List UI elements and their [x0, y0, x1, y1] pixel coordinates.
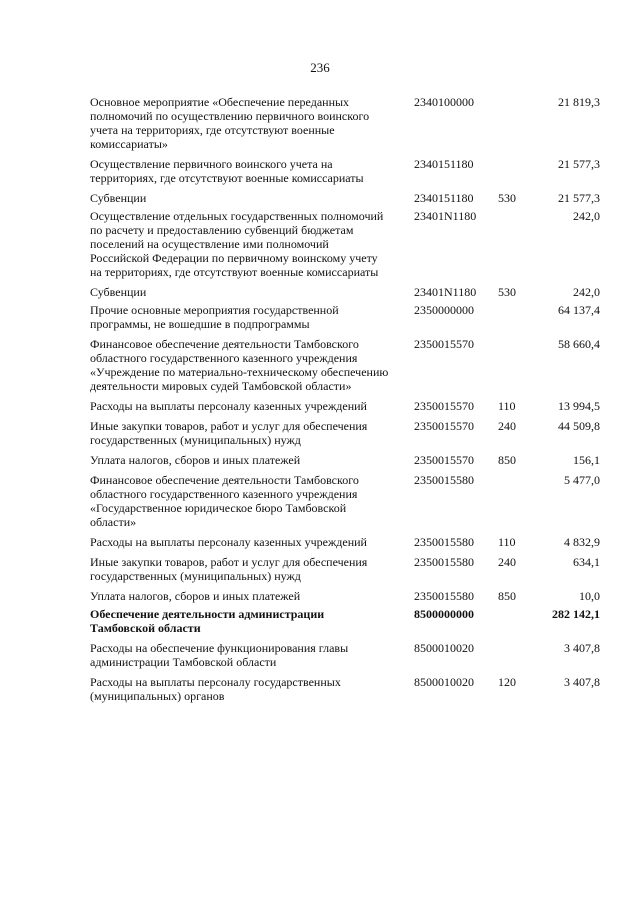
row-name: Уплата налогов, сборов и иных платежей — [90, 589, 301, 603]
row-code: 2350015580 — [414, 555, 474, 569]
table-row — [90, 303, 610, 331]
row-expense-type: 240 — [498, 419, 516, 433]
row-amount: 4 832,9 — [564, 535, 600, 549]
row-name: Иные закупки товаров, работ и услуг для обеспечения государственных (муниципальных) нужд — [90, 419, 368, 447]
row-amount: 156,1 — [573, 453, 600, 467]
row-amount: 242,0 — [573, 285, 600, 299]
row-amount: 21 577,3 — [558, 191, 600, 205]
table-row — [90, 535, 610, 549]
table-row — [90, 641, 610, 669]
row-code: 23401N1180 — [414, 285, 477, 299]
table-row — [90, 555, 610, 583]
row-code: 2340151180 — [414, 157, 474, 171]
row-amount: 21 577,3 — [558, 157, 600, 171]
row-name: Субвенции — [90, 191, 147, 205]
table-row — [90, 675, 610, 703]
row-code: 8500010020 — [414, 641, 474, 655]
row-amount: 634,1 — [573, 555, 600, 569]
row-code: 2350015580 — [414, 589, 474, 603]
row-name: Осуществление первичного воинского учета на территориях, где отсутствуют военные комиссариаты — [90, 157, 364, 185]
row-code: 8500000000 — [414, 607, 474, 621]
row-amount: 242,0 — [573, 209, 600, 223]
row-name: Расходы на обеспечение функционирования главы администрации Тамбовской области — [90, 641, 349, 669]
row-code: 8500010020 — [414, 675, 474, 689]
row-code: 2350015570 — [414, 419, 474, 433]
row-expense-type: 530 — [498, 191, 516, 205]
row-amount: 3 407,8 — [564, 675, 600, 689]
row-code: 2350015570 — [414, 337, 474, 351]
table-row — [90, 285, 610, 299]
row-name: Осуществление отдельных государственных полномочий по расчету и предоставлению субвенций бюджетам поселений на осуществление ими полномочий Российской Федерации по первичному воинскому учету на территориях, где отсутствуют военные комиссариаты — [90, 209, 384, 279]
row-name: Субвенции — [90, 285, 147, 299]
row-amount: 10,0 — [579, 589, 600, 603]
row-code: 2350000000 — [414, 303, 474, 317]
row-amount: 21 819,3 — [558, 95, 600, 109]
row-amount: 5 477,0 — [564, 473, 600, 487]
row-code: 2350015570 — [414, 453, 474, 467]
row-name: Прочие основные мероприятия государственной программы, не вошедшие в подпрограммы — [90, 303, 339, 331]
row-name: Иные закупки товаров, работ и услуг для обеспечения государственных (муниципальных) нужд — [90, 555, 368, 583]
row-amount: 64 137,4 — [558, 303, 600, 317]
table-row — [90, 589, 610, 603]
row-code: 2350015580 — [414, 535, 474, 549]
table-row — [90, 337, 610, 393]
row-code: 2340100000 — [414, 95, 474, 109]
row-amount: 282 142,1 — [552, 607, 600, 621]
row-amount: 58 660,4 — [558, 337, 600, 351]
row-name: Расходы на выплаты персоналу государственных (муниципальных) органов — [90, 675, 341, 703]
table-row — [90, 453, 610, 467]
row-expense-type: 240 — [498, 555, 516, 569]
row-code: 23401N1180 — [414, 209, 477, 223]
table-row — [90, 399, 610, 413]
row-amount: 13 994,5 — [558, 399, 600, 413]
row-expense-type: 530 — [498, 285, 516, 299]
table-row — [90, 157, 610, 185]
row-expense-type: 110 — [498, 535, 516, 549]
budget-table — [90, 95, 610, 709]
table-row — [90, 473, 610, 529]
row-name: Расходы на выплаты персоналу казенных учреждений — [90, 535, 367, 549]
row-name: Финансовое обеспечение деятельности Тамбовского областного государственного казенного учреждения «Государственное юридическое бюро Тамбовской области» — [90, 473, 359, 529]
row-name: Уплата налогов, сборов и иных платежей — [90, 453, 301, 467]
row-expense-type: 850 — [498, 589, 516, 603]
row-code: 2350015580 — [414, 473, 474, 487]
row-name: Финансовое обеспечение деятельности Тамбовского областного государственного казенного учреждения «Учреждение по материально-техническому обеспечению деятельности мировых судей Тамбовской области» — [90, 337, 389, 393]
table-row — [90, 419, 610, 447]
row-name: Основное мероприятие «Обеспечение переданных полномочий по осуществлению первичного воинского учета на территориях, где отсутствуют военные комиссариаты» — [90, 95, 370, 151]
row-name: Обеспечение деятельности администрации Тамбовской области — [90, 607, 325, 635]
table-row — [90, 191, 610, 205]
page-number: 236 — [310, 60, 330, 75]
row-code: 2340151180 — [414, 191, 474, 205]
row-expense-type: 110 — [498, 399, 516, 413]
row-expense-type: 850 — [498, 453, 516, 467]
table-row-section — [90, 607, 610, 635]
row-expense-type: 120 — [498, 675, 516, 689]
row-amount: 44 509,8 — [558, 419, 600, 433]
row-code: 2350015570 — [414, 399, 474, 413]
row-name: Расходы на выплаты персоналу казенных учреждений — [90, 399, 367, 413]
table-row — [90, 95, 610, 151]
table-row — [90, 209, 610, 279]
row-amount: 3 407,8 — [564, 641, 600, 655]
